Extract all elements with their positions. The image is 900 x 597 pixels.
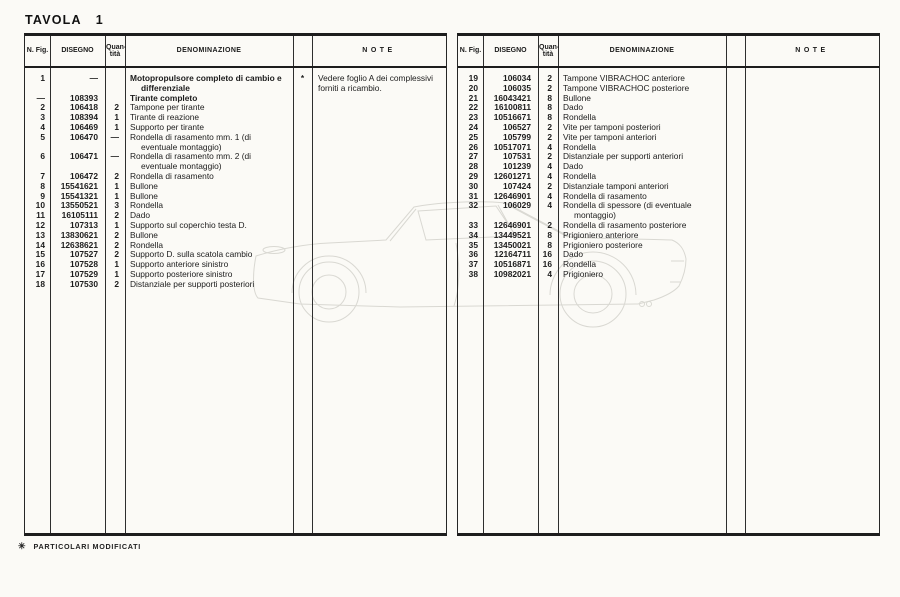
table-row: [25, 280, 446, 290]
note-cell: [745, 201, 879, 221]
fig-number-cell: 3: [40, 112, 45, 123]
quantity-cell: 2: [547, 73, 552, 83]
modified-parts-asterisk-icon: ✳: [18, 541, 26, 551]
note-cell: [745, 241, 879, 251]
note-star-cell: [293, 192, 312, 202]
quantity-cell: 16: [542, 259, 552, 270]
note-cell: [312, 113, 446, 123]
note-cell: [745, 103, 879, 113]
note-star-cell: [726, 260, 745, 270]
footnote: [18, 541, 141, 552]
disegno-number-cell: 12164711: [494, 249, 531, 260]
disegno-number-cell: 10516671: [493, 112, 531, 123]
denomination-cell: Rondella: [130, 239, 164, 250]
note-star-cell: [726, 250, 745, 260]
denomination-cell: Rondella: [130, 200, 164, 211]
note-star-cell: [293, 152, 312, 172]
table-row: [25, 152, 446, 172]
fig-number-cell: 26: [468, 141, 478, 152]
quantity-cell: 2: [114, 239, 119, 250]
quantity-cell: 2: [114, 170, 119, 181]
table-row: [25, 74, 446, 94]
page-title-label: TAVOLA: [25, 13, 82, 27]
note-cell: [745, 152, 879, 162]
note-star-cell: [293, 201, 312, 211]
note-cell: [312, 241, 446, 251]
quantity-cell: 4: [547, 170, 552, 181]
table-row: [458, 201, 879, 221]
table-body: [25, 68, 446, 290]
col-header-fig: N. Fig.: [26, 47, 49, 55]
fig-number-cell: 21: [468, 92, 478, 103]
fig-number-cell: 28: [468, 161, 478, 172]
disegno-number-cell: 107529: [70, 268, 98, 279]
note-cell: [745, 162, 879, 172]
note-star-cell: [293, 270, 312, 280]
denomination-cell: Rondella: [563, 141, 597, 152]
quantity-cell: 2: [547, 82, 552, 93]
disegno-number-cell: 106035: [503, 82, 531, 93]
fig-number-cell: —: [36, 92, 45, 103]
disegno-number-cell: 10516871: [493, 259, 531, 270]
disegno-number-cell: 15541321: [60, 190, 98, 201]
note-cell: [312, 123, 446, 133]
denomination-cell: Rondella: [563, 112, 597, 123]
note-cell: [312, 211, 446, 221]
quantity-cell: 2: [547, 131, 552, 142]
fig-number-cell: 31: [468, 190, 478, 201]
denomination-cell: Rondella: [563, 170, 597, 181]
note-star-cell: [293, 260, 312, 270]
fig-number-cell: 18: [35, 278, 45, 289]
note-cell: [312, 192, 446, 202]
table-body: [458, 68, 879, 280]
denomination-cell: Bullone: [130, 180, 158, 191]
note-star-cell: [293, 113, 312, 123]
disegno-number-cell: 12646901: [493, 219, 531, 230]
col-header-denominazione: DENOMINAZIONE: [609, 47, 675, 55]
denomination-cell: Tirante di reazione: [130, 112, 200, 123]
disegno-number-cell: 106471: [70, 151, 98, 162]
denomination-cell: Rondella: [563, 259, 597, 270]
note-cell: [745, 182, 879, 192]
denomination-cell: Supporto D. sulla scatola cambio: [130, 249, 253, 260]
disegno-number-cell: 13830621: [60, 229, 98, 240]
quantity-cell: 4: [547, 200, 552, 211]
note-cell: [312, 231, 446, 241]
disegno-number-cell: 16100811: [494, 102, 531, 113]
denomination-cell: Motopropulsore completo di cambio e differenziale: [130, 73, 282, 93]
fig-number-cell: 38: [468, 268, 478, 279]
note-star-cell: [293, 231, 312, 241]
quantity-cell: 16: [542, 249, 552, 260]
denomination-cell: Prigioniero anteriore: [563, 229, 639, 240]
quantity-cell: 8: [547, 239, 552, 250]
fig-number-cell: 23: [468, 112, 478, 123]
fig-number-cell: 16: [35, 259, 45, 270]
note-star-cell: [726, 113, 745, 123]
note-star-cell: *: [300, 73, 305, 83]
note-star-cell: [293, 103, 312, 113]
denomination-cell: Rondella di rasamento mm. 2 (di eventuale montaggio): [130, 151, 252, 172]
disegno-number-cell: 106418: [70, 102, 98, 113]
denomination-cell: Tampone VIBRACHOC posteriore: [563, 82, 690, 93]
fig-number-cell: 14: [35, 239, 45, 250]
fig-number-cell: 8: [40, 180, 45, 191]
quantity-cell: 2: [114, 102, 119, 113]
disegno-number-cell: —: [89, 73, 98, 83]
denomination-cell: Distanziale per supporti posteriori: [130, 278, 255, 289]
disegno-number-cell: 105799: [503, 131, 531, 142]
note-cell: [745, 221, 879, 231]
quantity-cell: 1: [114, 219, 119, 230]
fig-number-cell: 13: [35, 229, 45, 240]
note-star-cell: [726, 74, 745, 84]
quantity-cell: 2: [547, 121, 552, 132]
quantity-cell: 1: [114, 121, 119, 132]
disegno-number-cell: 12646901: [493, 190, 531, 201]
quantity-cell: 8: [547, 102, 552, 113]
disegno-number-cell: 107528: [70, 259, 98, 270]
note-cell: [312, 152, 446, 172]
note-star-cell: [726, 270, 745, 280]
quantity-cell: 2: [114, 278, 119, 289]
note-cell: [312, 270, 446, 280]
denomination-cell: Dado: [130, 210, 151, 221]
fig-number-cell: 33: [468, 219, 478, 230]
disegno-number-cell: 13550521: [60, 200, 98, 211]
disegno-number-cell: 107530: [70, 278, 98, 289]
note-star-cell: [293, 250, 312, 260]
note-star-cell: [726, 172, 745, 182]
quantity-cell: 1: [114, 190, 119, 201]
quantity-cell: 1: [114, 268, 119, 279]
denomination-cell: Vite per tamponi anteriori: [563, 131, 657, 142]
fig-number-cell: 1: [40, 73, 45, 83]
col-header-denominazione: DENOMINAZIONE: [176, 47, 242, 55]
note-cell: [312, 133, 446, 153]
note-cell: Vedere foglio A dei complessivi forniti a ricambio.: [318, 73, 433, 93]
parts-table-right: [457, 33, 880, 536]
note-cell: [312, 182, 446, 192]
disegno-number-cell: 108394: [70, 112, 98, 123]
disegno-number-cell: 106469: [70, 121, 98, 132]
note-star-cell: [293, 133, 312, 153]
quantity-cell: 4: [547, 268, 552, 279]
fig-number-cell: 6: [40, 151, 45, 162]
denomination-cell: Supporto sul coperchio testa D.: [130, 219, 247, 230]
denomination-cell: Rondella di spessore (di eventuale montaggio): [563, 200, 692, 221]
quantity-cell: 4: [547, 190, 552, 201]
table-header-row: [25, 36, 446, 68]
denomination-cell: Vite per tamponi posteriori: [563, 121, 661, 132]
note-cell: [312, 280, 446, 290]
disegno-number-cell: 107527: [70, 249, 98, 260]
denomination-cell: Rondella di rasamento: [563, 190, 647, 201]
note-star-cell: [726, 162, 745, 172]
denomination-cell: Dado: [563, 102, 584, 113]
note-star-cell: [293, 211, 312, 221]
col-header-note: NOTE: [795, 47, 829, 55]
fig-number-cell: 34: [468, 229, 478, 240]
fig-number-cell: 35: [468, 239, 478, 250]
col-header-disegno: DISEGNO: [494, 47, 527, 55]
note-cell: [745, 250, 879, 260]
note-star-cell: [726, 241, 745, 251]
disegno-number-cell: 106472: [70, 170, 98, 181]
note-cell: [745, 260, 879, 270]
col-header-note: NOTE: [362, 47, 396, 55]
parts-table-left: [24, 33, 447, 536]
denomination-cell: Dado: [563, 249, 584, 260]
note-cell: [312, 172, 446, 182]
quantity-cell: 2: [114, 229, 119, 240]
disegno-number-cell: 106527: [503, 121, 531, 132]
denomination-cell: Rondella di rasamento mm. 1 (di eventuale montaggio): [130, 131, 252, 152]
denomination-cell: Tirante completo: [130, 92, 198, 103]
fig-number-cell: 30: [468, 180, 478, 191]
note-cell: [745, 94, 879, 104]
note-star-cell: [726, 152, 745, 162]
denomination-cell: Distanziale per supporti anteriori: [563, 151, 684, 162]
fig-number-cell: 5: [40, 131, 45, 142]
disegno-number-cell: 106029: [503, 200, 531, 211]
note-cell: [745, 123, 879, 133]
fig-number-cell: 24: [468, 121, 478, 132]
col-header-qty: Quan-tità: [539, 43, 560, 58]
fig-number-cell: 15: [35, 249, 45, 260]
note-cell: [745, 270, 879, 280]
disegno-number-cell: 16043421: [493, 92, 531, 103]
quantity-cell: 2: [547, 180, 552, 191]
note-star-cell: [726, 182, 745, 192]
note-star-cell: [293, 94, 312, 104]
table-row: [458, 270, 879, 280]
note-star-cell: [726, 231, 745, 241]
note-cell: [745, 231, 879, 241]
disegno-number-cell: 15541621: [60, 180, 98, 191]
quantity-cell: 2: [114, 249, 119, 260]
quantity-cell: 1: [114, 259, 119, 270]
fig-number-cell: 37: [468, 259, 478, 270]
quantity-cell: —: [110, 151, 119, 162]
quantity-cell: 1: [114, 112, 119, 123]
quantity-cell: 8: [547, 229, 552, 240]
quantity-cell: [105, 74, 125, 94]
quantity-cell: 1: [114, 180, 119, 191]
note-star-cell: [726, 221, 745, 231]
disegno-number-cell: 10982021: [493, 268, 531, 279]
note-cell: [312, 250, 446, 260]
col-header-disegno: DISEGNO: [61, 47, 94, 55]
fig-number-cell: 25: [468, 131, 478, 142]
quantity-cell: 8: [547, 112, 552, 123]
quantity-cell: 4: [547, 141, 552, 152]
note-star-cell: [293, 182, 312, 192]
note-cell: [312, 103, 446, 113]
note-cell: [312, 221, 446, 231]
note-star-cell: [726, 201, 745, 221]
note-star-cell: [726, 133, 745, 143]
disegno-number-cell: 106034: [503, 73, 531, 83]
note-star-cell: [726, 103, 745, 113]
fig-number-cell: 32: [468, 200, 478, 211]
quantity-cell: 2: [547, 151, 552, 162]
fig-number-cell: 9: [40, 190, 45, 201]
disegno-number-cell: 12601271: [493, 170, 531, 181]
note-star-cell: [726, 123, 745, 133]
note-cell: [745, 84, 879, 94]
fig-number-cell: 29: [468, 170, 478, 181]
note-cell: [312, 260, 446, 270]
fig-number-cell: 20: [468, 82, 478, 93]
note-star-cell: [293, 172, 312, 182]
fig-number-cell: 22: [468, 102, 478, 113]
disegno-number-cell: 107313: [70, 219, 98, 230]
disegno-number-cell: 12638621: [60, 239, 98, 250]
disegno-number-cell: 106470: [70, 131, 98, 142]
note-star-cell: [726, 192, 745, 202]
note-star-cell: [293, 221, 312, 231]
disegno-number-cell: 107424: [503, 180, 531, 191]
fig-number-cell: 19: [468, 73, 478, 83]
denomination-cell: Bullone: [130, 229, 158, 240]
disegno-number-cell: 13449521: [493, 229, 531, 240]
disegno-number-cell: 13450021: [493, 239, 531, 250]
denomination-cell: Supporto per tirante: [130, 121, 205, 132]
denomination-cell: Dado: [563, 161, 584, 172]
table-row: [25, 133, 446, 153]
note-star-cell: [726, 94, 745, 104]
note-cell: [745, 133, 879, 143]
denomination-cell: Rondella di rasamento: [130, 170, 214, 181]
note-star-cell: [726, 143, 745, 153]
page-title: [25, 13, 104, 27]
quantity-cell: 8: [547, 92, 552, 103]
denomination-cell: Rondella di rasamento posteriore: [563, 219, 687, 230]
col-header-qty: Quan-tità: [106, 43, 127, 58]
col-header-fig: N. Fig.: [459, 47, 482, 55]
fig-number-cell: 36: [468, 249, 478, 260]
note-cell: [745, 74, 879, 84]
denomination-cell: Distanziale tamponi anteriori: [563, 180, 669, 191]
note-cell: [312, 94, 446, 104]
note-cell: [312, 201, 446, 211]
fig-number-cell: 27: [468, 151, 478, 162]
note-cell: [745, 143, 879, 153]
disegno-number-cell: 16105111: [61, 210, 98, 221]
fig-number-cell: 7: [40, 170, 45, 181]
denomination-cell: Bullone: [130, 190, 158, 201]
note-star-cell: [293, 241, 312, 251]
fig-number-cell: 11: [36, 210, 45, 221]
fig-number-cell: 4: [40, 121, 45, 132]
denomination-cell: Bullone: [563, 92, 591, 103]
footnote-label: PARTICOLARI MODIFICATI: [33, 542, 141, 551]
note-star-cell: [293, 123, 312, 133]
table-header-row: [458, 36, 879, 68]
disegno-number-cell: 10517071: [493, 141, 531, 152]
denomination-cell: Supporto anteriore sinistro: [130, 259, 229, 270]
disegno-number-cell: 107531: [503, 151, 531, 162]
note-star-cell: [293, 280, 312, 290]
quantity-cell: 3: [114, 200, 119, 211]
disegno-number-cell: 101239: [503, 161, 531, 172]
fig-number-cell: 2: [40, 102, 45, 113]
disegno-number-cell: 108393: [70, 92, 98, 103]
denomination-cell: Tampone per tirante: [130, 102, 205, 113]
quantity-cell: 2: [114, 210, 119, 221]
quantity-cell: —: [110, 131, 119, 142]
note-cell: [745, 172, 879, 182]
quantity-cell: 4: [547, 161, 552, 172]
page-title-number: 1: [95, 13, 104, 27]
denomination-cell: Supporto posteriore sinistro: [130, 268, 233, 279]
fig-number-cell: 12: [35, 219, 45, 230]
note-cell: [745, 192, 879, 202]
fig-number-cell: 10: [35, 200, 45, 211]
note-cell: [745, 113, 879, 123]
denomination-cell: Tampone VIBRACHOC anteriore: [563, 73, 685, 83]
denomination-cell: Prigioniero: [563, 268, 604, 279]
fig-number-cell: 17: [35, 268, 45, 279]
quantity-cell: 2: [547, 219, 552, 230]
denomination-cell: Prigioniero posteriore: [563, 239, 643, 250]
note-star-cell: [726, 84, 745, 94]
